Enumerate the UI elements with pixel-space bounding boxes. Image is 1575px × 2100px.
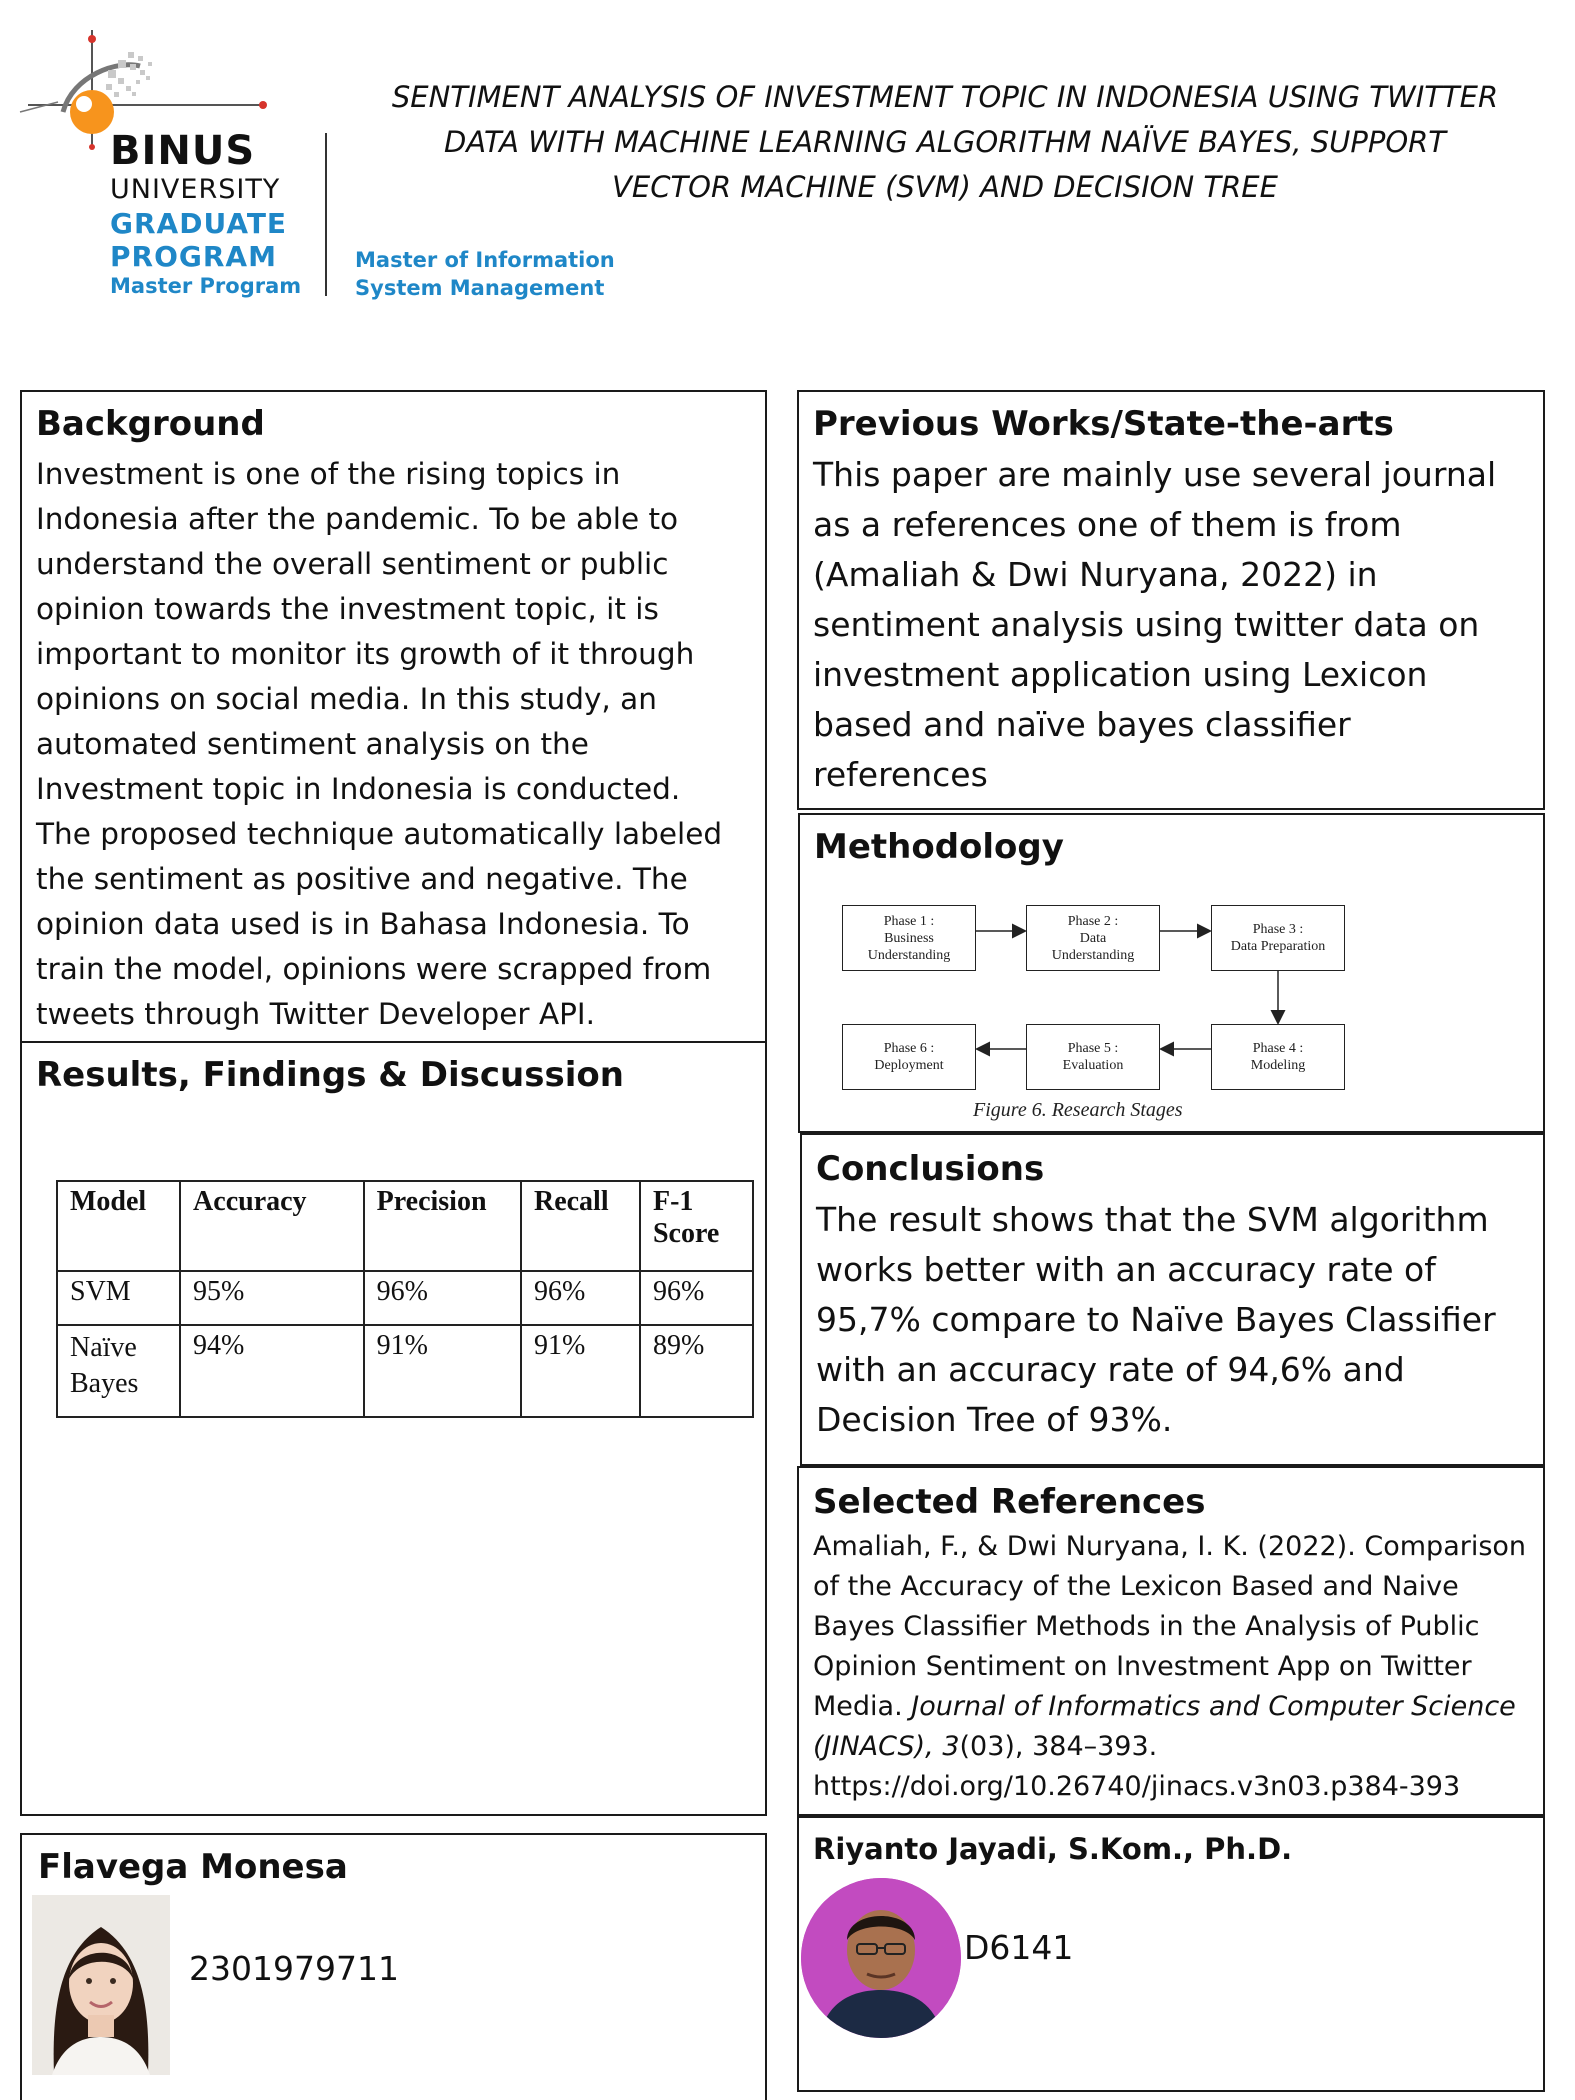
reference-journal-volume: (JINACS), 3	[813, 1731, 960, 1762]
flow-arrows	[800, 815, 1545, 1133]
background-line: automated sentiment analysis on the	[36, 727, 589, 761]
reference-line: Amaliah, F., & Dwi Nuryana, I. K. (2022). Comparison	[813, 1531, 1527, 1562]
background-title: Background	[36, 404, 265, 444]
references-section	[797, 1466, 1545, 1816]
phase-label: Phase 4 : Modeling	[1250, 1041, 1306, 1073]
table-row	[57, 1271, 753, 1325]
previous-works-body	[813, 450, 1496, 800]
conclusions-line: The result shows that the SVM algorithm	[816, 1200, 1489, 1239]
table-row	[57, 1325, 753, 1417]
poster-title	[355, 75, 1535, 210]
background-section	[20, 390, 767, 1043]
background-line: Investment is one of the rising topics in	[36, 457, 621, 491]
background-line: the sentiment as positive and negative. The	[36, 862, 688, 896]
reference-line: Bayes Classifier Methods in the Analysis of Public	[813, 1611, 1480, 1642]
phase-label: Phase 3 : Data Preparation	[1230, 922, 1326, 954]
cell-recall: 91%	[521, 1325, 640, 1417]
title-line: SENTIMENT ANALYSIS OF INVESTMENT TOPIC IN INDONESIA USING TWITTER	[391, 80, 1499, 114]
previous-line: (Amaliah & Dwi Nuryana, 2022) in	[813, 555, 1378, 594]
cell-precision: 91%	[364, 1325, 521, 1417]
references-body	[813, 1527, 1526, 1807]
cell-f1: 96%	[640, 1271, 753, 1325]
background-line: The proposed technique automatically labeled	[36, 817, 723, 851]
col-accuracy: Accuracy	[180, 1181, 364, 1271]
cell-recall: 96%	[521, 1271, 640, 1325]
reference-doi[interactable]: https://doi.org/10.26740/jinacs.v3n03.p384-393	[813, 1771, 1461, 1802]
references-title: Selected References	[813, 1482, 1206, 1522]
logo-university: UNIVERSITY	[110, 174, 281, 205]
background-line: important to monitor its growth of it through	[36, 637, 695, 671]
reference-text: Media.	[813, 1691, 912, 1722]
previous-line: based and naïve bayes classifier	[813, 705, 1351, 744]
background-line: tweets through Twitter Developer API.	[36, 997, 595, 1031]
conclusions-line: with an accuracy rate of 94,6% and	[816, 1350, 1405, 1389]
reference-text: (03), 384–393.	[959, 1731, 1158, 1762]
col-f1: F-1 Score	[640, 1181, 753, 1271]
background-line: train the model, opinions were scrapped from	[36, 952, 712, 986]
reference-line: Opinion Sentiment on Investment App on Twitter	[813, 1651, 1472, 1682]
background-body	[36, 452, 722, 1037]
conclusions-line: 95,7% compare to Naïve Bayes Classifier	[816, 1300, 1496, 1339]
methodology-title: Methodology	[814, 827, 1064, 867]
previous-line: sentiment analysis using twitter data on	[813, 605, 1480, 644]
phase-label: Phase 5 : Evaluation	[1062, 1041, 1124, 1073]
title-line: DATA WITH MACHINE LEARNING ALGORITHM NAÏVE BAYES, SUPPORT	[443, 125, 1447, 159]
title-line: VECTOR MACHINE (SVM) AND DECISION TREE	[612, 170, 1278, 204]
logo-mim-line2: System Management	[355, 276, 605, 300]
phase-label: Phase 6 : Deployment	[874, 1041, 944, 1073]
cell-model: Naïve Bayes	[57, 1325, 180, 1417]
results-table	[56, 1180, 754, 1418]
col-model: Model	[57, 1181, 180, 1271]
results-header-row	[57, 1181, 753, 1271]
col-precision: Precision	[364, 1181, 521, 1271]
background-line: opinion towards the investment topic, it is	[36, 592, 659, 626]
previous-line: This paper are mainly use several journal	[813, 455, 1497, 494]
col-recall: Recall	[521, 1181, 640, 1271]
previous-line: as a references one of them is from	[813, 505, 1402, 544]
conclusions-line: works better with an accuracy rate of	[816, 1250, 1436, 1289]
conclusions-body	[816, 1195, 1496, 1445]
reference-line: of the Accuracy of the Lexicon Based and Naive	[813, 1571, 1459, 1602]
logo-graduate: GRADUATE	[110, 207, 288, 240]
cell-precision: 96%	[364, 1271, 521, 1325]
student-photo	[32, 1895, 170, 2075]
cell-accuracy: 95%	[180, 1271, 364, 1325]
results-title: Results, Findings & Discussion	[36, 1055, 624, 1095]
figure-caption: Figure 6. Research Stages	[973, 1099, 1183, 1121]
previous-works-section	[797, 390, 1545, 810]
logo-program: PROGRAM	[110, 240, 277, 273]
previous-line: investment application using Lexicon	[813, 655, 1428, 694]
student-id: 2301979711	[189, 1949, 399, 1988]
previous-line: references	[813, 755, 988, 794]
phase-label: Phase 1 : Business Understanding	[867, 913, 951, 963]
cell-model: SVM	[57, 1271, 180, 1325]
background-line: understand the overall sentiment or public	[36, 547, 669, 581]
cell-f1: 89%	[640, 1325, 753, 1417]
conclusions-title: Conclusions	[816, 1149, 1045, 1189]
results-section	[20, 1041, 767, 1816]
previous-works-title: Previous Works/State-the-arts	[813, 404, 1394, 444]
reference-journal: Journal of Informatics and Computer Science	[911, 1691, 1516, 1722]
background-line: Indonesia after the pandemic. To be able to	[36, 502, 679, 536]
reference-line	[813, 1727, 1526, 1767]
background-line: opinions on social media. In this study, an	[36, 682, 657, 716]
supervisor-name: Riyanto Jayadi, S.Kom., Ph.D.	[813, 1832, 1293, 1866]
reference-line	[813, 1687, 1526, 1727]
logo-binus: BINUS	[110, 128, 256, 174]
phase-label: Phase 2 : Data Understanding	[1051, 913, 1135, 963]
conclusions-section	[800, 1133, 1545, 1466]
methodology-section	[798, 813, 1545, 1133]
cell-accuracy: 94%	[180, 1325, 364, 1417]
background-line: Investment topic in Indonesia is conducted.	[36, 772, 681, 806]
supervisor-photo	[801, 1878, 961, 2038]
logo-divider	[325, 133, 327, 296]
logo-master-program: Master Program	[110, 274, 302, 298]
background-line: opinion data used is in Bahasa Indonesia. To	[36, 907, 690, 941]
supervisor-id: D6141	[964, 1928, 1074, 1967]
supervisor-section	[797, 1816, 1545, 2092]
conclusions-line: Decision Tree of 93%.	[816, 1400, 1173, 1439]
student-section	[20, 1833, 767, 2100]
student-name: Flavega Monesa	[38, 1847, 348, 1887]
logo-mim-line1: Master of Information	[355, 248, 615, 272]
